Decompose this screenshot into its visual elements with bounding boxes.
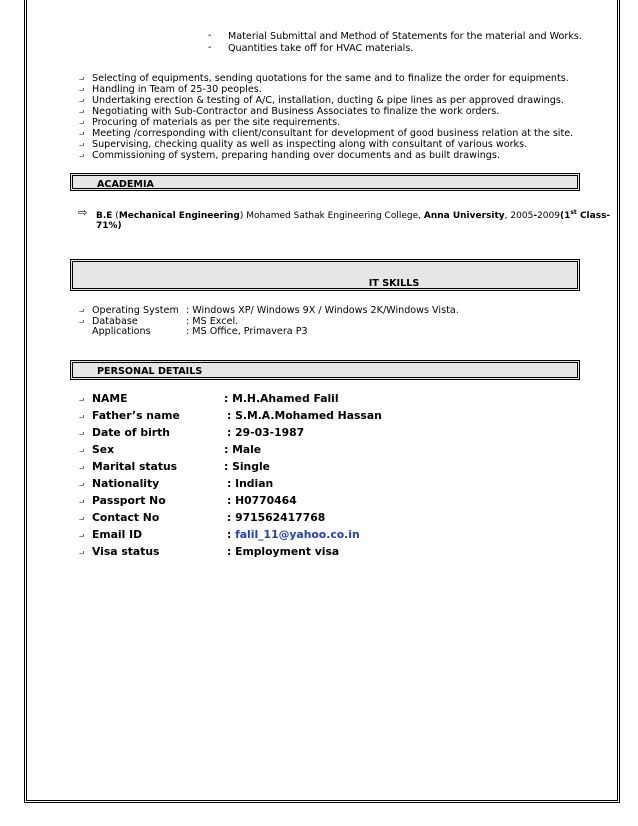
field: Mechanical Engineering <box>118 211 240 221</box>
university: Anna University <box>423 211 505 221</box>
duty-item: Handling in Team of 25-30 peoples. <box>92 84 262 95</box>
college: Mohamed Sathak Engineering College, <box>243 211 424 221</box>
duty-item: Negotiating with Sub-Contractor and Business Associates to finalize the work orders. <box>92 106 500 117</box>
detail-label: Marital status <box>92 460 178 473</box>
detail-label: Nationality <box>92 477 160 490</box>
check-icon: ⨼ <box>79 445 85 455</box>
detail-value: : S.M.A.Mohamed Hassan <box>227 409 382 422</box>
check-icon: ⨼ <box>79 305 85 315</box>
detail-value: : M.H.Ahamed Falil <box>224 392 339 405</box>
skill-value: : Windows XP/ Windows 9X / Windows 2K/Windows Vista. <box>186 305 459 316</box>
check-icon: ⨼ <box>79 95 85 105</box>
years-dash: - <box>533 211 538 221</box>
detail-label: Visa status <box>92 545 160 558</box>
email-row <box>227 528 360 541</box>
years-end: 2009 <box>537 211 560 221</box>
check-icon: ⨼ <box>79 73 85 83</box>
detail-label: Sex <box>92 443 115 456</box>
detail-label: Date of birth <box>92 426 170 439</box>
detail-value: : <box>227 528 236 541</box>
detail-label: Contact No <box>92 511 160 524</box>
skill-label: Operating System <box>92 305 179 316</box>
check-icon: ⨼ <box>79 411 85 421</box>
skill-label: Applications <box>92 326 151 337</box>
paren-open: ( <box>112 211 119 221</box>
check-icon: ⨼ <box>79 150 85 160</box>
duty-item: Procuring of materials as per the site requirements. <box>92 117 341 128</box>
class-text: Class- <box>576 211 611 221</box>
check-icon: ⨼ <box>79 530 85 540</box>
section-title: ACADEMIA <box>97 179 154 190</box>
academia-line <box>96 209 610 221</box>
duty-item: Commissioning of system, preparing handing over documents and as built drawings. <box>92 150 500 161</box>
detail-value: : Male <box>224 443 262 456</box>
arrow-right-icon: ⇨ <box>78 206 88 219</box>
check-icon: ⨼ <box>79 479 85 489</box>
check-icon: ⨼ <box>79 84 85 94</box>
dash-bullet: - <box>208 42 212 53</box>
section-title: PERSONAL DETAILS <box>97 366 203 377</box>
section-title: IT SKILLS <box>368 278 420 289</box>
class-open: (1 <box>559 211 571 221</box>
detail-value: : H0770464 <box>227 494 297 507</box>
duty-item: Selecting of equipments, sending quotations for the same and to finalize the order for equipments. <box>92 73 569 84</box>
check-icon: ⨼ <box>79 496 85 506</box>
sub-list-item: Material Submittal and Method of Statements for the material and Works. <box>228 31 582 42</box>
section-header-it-skills <box>70 259 580 291</box>
detail-value: : 971562417768 <box>227 511 326 524</box>
years: , 2005 <box>504 211 534 221</box>
detail-value: : Employment visa <box>227 545 340 558</box>
check-icon: ⨼ <box>79 394 85 404</box>
section-header-academia <box>70 173 580 191</box>
duty-item: Supervising, checking quality as well as inspecting along with consultant of various works. <box>92 139 528 150</box>
section-header-personal <box>70 360 580 380</box>
check-icon: ⨼ <box>79 462 85 472</box>
check-icon: ⨼ <box>79 128 85 138</box>
check-icon: ⨼ <box>79 428 85 438</box>
sub-list-item: Quantities take off for HVAC materials. <box>228 43 414 54</box>
check-icon: ⨼ <box>79 139 85 149</box>
degree: B.E <box>96 211 113 221</box>
detail-value: : Single <box>224 460 270 473</box>
paren-close: ) <box>239 211 244 221</box>
check-icon: ⨼ <box>79 106 85 116</box>
check-icon: ⨼ <box>79 316 85 326</box>
skill-value: : MS Office, Primavera P3 <box>186 326 308 337</box>
detail-label: Passport No <box>92 494 166 507</box>
detail-value: : 29-03-1987 <box>227 426 305 439</box>
check-icon: ⨼ <box>79 513 85 523</box>
detail-value: : Indian <box>227 477 274 490</box>
detail-label: Email ID <box>92 528 143 541</box>
class-sup: st <box>570 209 577 216</box>
email-link[interactable]: falil_11@yahoo.co.in <box>235 528 360 541</box>
duty-item: Meeting /corresponding with client/consultant for development of good business relation at the site. <box>92 128 574 139</box>
skill-value: : MS Excel. <box>186 316 239 327</box>
detail-label: Father’s name <box>92 409 180 422</box>
academia-line-2: 71%) <box>96 221 122 231</box>
detail-label: NAME <box>92 392 128 405</box>
check-icon: ⨼ <box>79 547 85 557</box>
skill-label: Database <box>92 316 138 327</box>
check-icon: ⨼ <box>79 117 85 127</box>
dash-bullet: - <box>208 30 212 41</box>
duty-item: Undertaking erection & testing of A/C, installation, ducting & pipe lines as per approved drawings. <box>92 95 564 106</box>
